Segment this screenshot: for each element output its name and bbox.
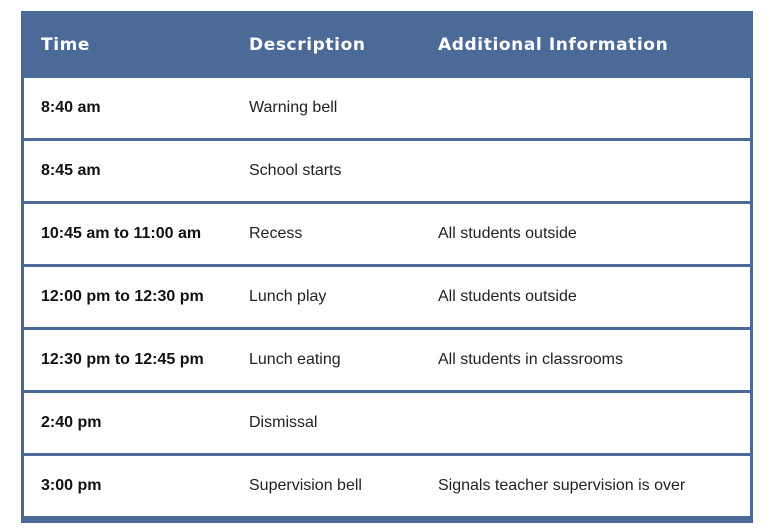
cell-description: Supervision bell xyxy=(249,477,362,494)
cell-description: Recess xyxy=(249,225,303,242)
table-row xyxy=(24,204,750,264)
table-row xyxy=(24,456,750,516)
cell-time: 3:00 pm xyxy=(41,477,102,494)
cell-description: Dismissal xyxy=(249,414,318,431)
table-row xyxy=(24,330,750,390)
cell-info: Signals teacher supervision is over xyxy=(438,477,686,494)
cell-time: 2:40 pm xyxy=(41,414,102,431)
header-description: Description xyxy=(249,34,366,55)
cell-info: All students outside xyxy=(438,288,577,305)
cell-time: 10:45 am to 11:00 am xyxy=(41,225,202,242)
cell-time: 8:45 am xyxy=(41,162,101,179)
cell-time: 8:40 am xyxy=(41,99,101,116)
table-row xyxy=(24,141,750,201)
cell-description: Warning bell xyxy=(249,99,338,116)
table-row xyxy=(24,78,750,138)
header-additional-information: Additional Information xyxy=(438,34,669,55)
cell-description: School starts xyxy=(249,162,342,179)
cell-info: All students in classrooms xyxy=(438,351,623,368)
table-row xyxy=(24,393,750,453)
table-body xyxy=(24,78,750,516)
cell-description: Lunch eating xyxy=(249,351,341,368)
header-time: Time xyxy=(41,34,91,55)
cell-description: Lunch play xyxy=(249,288,327,305)
table-header xyxy=(24,11,750,78)
schedule-table xyxy=(21,11,753,523)
cell-time: 12:00 pm to 12:30 pm xyxy=(41,288,204,305)
cell-time: 12:30 pm to 12:45 pm xyxy=(41,351,204,368)
table-row xyxy=(24,267,750,327)
cell-info: All students outside xyxy=(438,225,577,242)
